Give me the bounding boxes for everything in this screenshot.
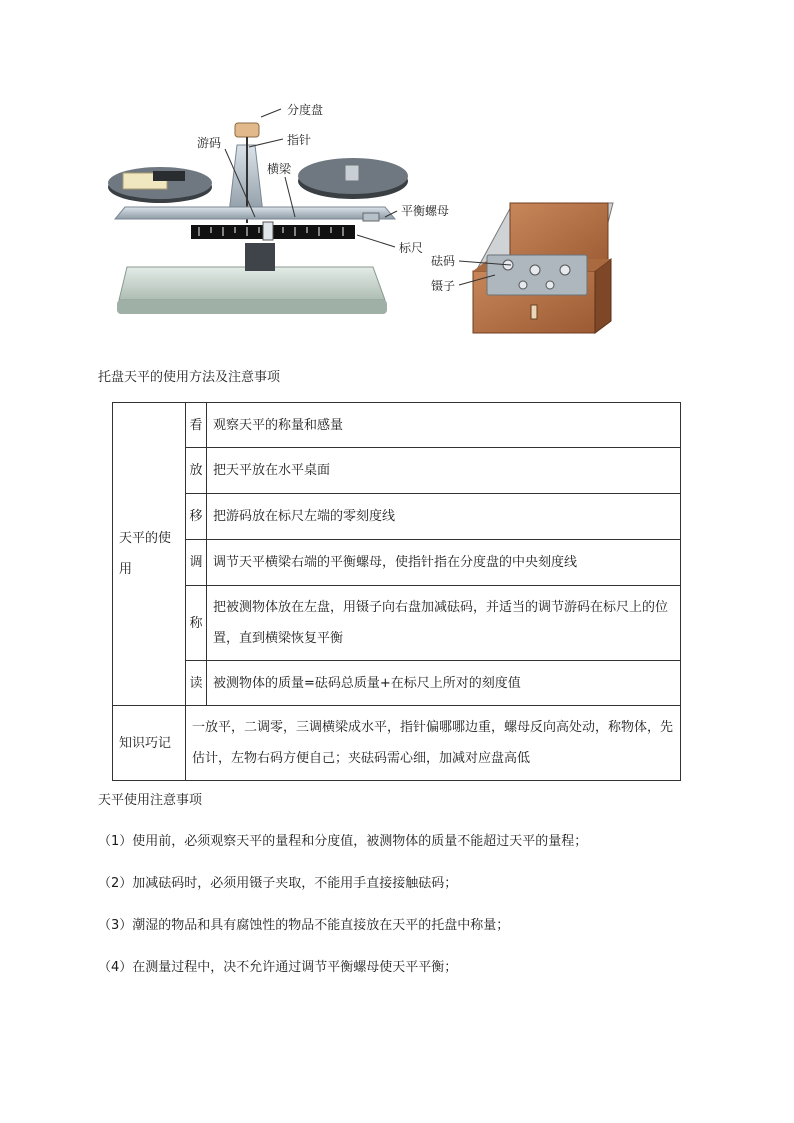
step-text: 把天平放在水平桌面 — [207, 448, 681, 494]
weight-box — [473, 203, 613, 333]
notes-section — [98, 789, 698, 998]
usage-table — [112, 402, 681, 781]
table-row — [113, 661, 681, 706]
tip-text: 一放平，二调零，三调横梁成水平，指针偏哪哪边重，螺母反向高处动，称物体，先估计，左物右码方便自己；夹砝码需心细，加减对应盘高低 — [186, 706, 681, 781]
notes-heading: 天平使用注意事项 — [98, 793, 203, 808]
table-row — [113, 706, 681, 781]
balance-nut-icon — [363, 213, 379, 221]
label-pointer: 指针 — [287, 133, 312, 147]
table-row — [113, 540, 681, 586]
balance-figure — [95, 95, 635, 345]
section-title: 托盘天平的使用方法及注意事项 — [98, 370, 281, 385]
step-text: 调节天平横梁右端的平衡螺母，使指针指在分度盘的中央刻度线 — [207, 540, 681, 586]
balance-illustration — [95, 95, 635, 345]
left-tray — [108, 167, 212, 203]
tip-label: 知识巧记 — [113, 706, 186, 781]
label-tweezers: 镊子 — [431, 279, 456, 293]
label-balance-nut: 平衡螺母 — [401, 204, 450, 218]
step-key: 看 — [186, 403, 207, 448]
category-label: 天平的使用 — [119, 531, 172, 577]
label-weights: 砝码 — [431, 254, 456, 268]
label-dial: 分度盘 — [287, 103, 324, 117]
step-text: 把游码放在标尺左端的零刻度线 — [207, 494, 681, 540]
note-item: （3）潮湿的物品和具有腐蚀性的物品不能直接放在天平的托盘中称量； — [98, 918, 510, 933]
dial-icon — [235, 123, 259, 137]
table-row — [113, 448, 681, 494]
step-text: 观察天平的称量和感量 — [207, 403, 681, 448]
step-key: 读 — [186, 661, 207, 706]
step-key: 移 — [186, 494, 207, 540]
note-item: （4）在测量过程中，决不允许通过调节平衡螺母使天平平衡； — [98, 960, 458, 975]
step-key: 调 — [186, 540, 207, 586]
label-beam: 横梁 — [267, 162, 292, 176]
note-item: （1）使用前，必须观察天平的量程和分度值，被测物体的质量不能超过天平的量程； — [98, 834, 588, 849]
table-row — [113, 586, 681, 661]
label-rider: 游码 — [197, 136, 222, 150]
rider-icon — [263, 222, 273, 240]
step-key: 放 — [186, 448, 207, 494]
category-cell — [113, 403, 186, 706]
step-text: 把被测物体放在左盘，用镊子向右盘加减砝码，并适当的调节游码在标尺上的位置，直到横梁恢复平衡 — [207, 586, 681, 661]
step-text: 被测物体的质量=砝码总质量+在标尺上所对的刻度值 — [207, 661, 681, 706]
label-scale: 标尺 — [399, 241, 424, 255]
table-row — [113, 494, 681, 540]
note-item: （2）加减砝码时，必须用镊子夹取，不能用手直接接触砝码； — [98, 876, 458, 891]
balance-base — [117, 267, 387, 314]
right-tray — [298, 158, 408, 199]
table-row — [113, 403, 681, 448]
step-key: 称 — [186, 586, 207, 661]
